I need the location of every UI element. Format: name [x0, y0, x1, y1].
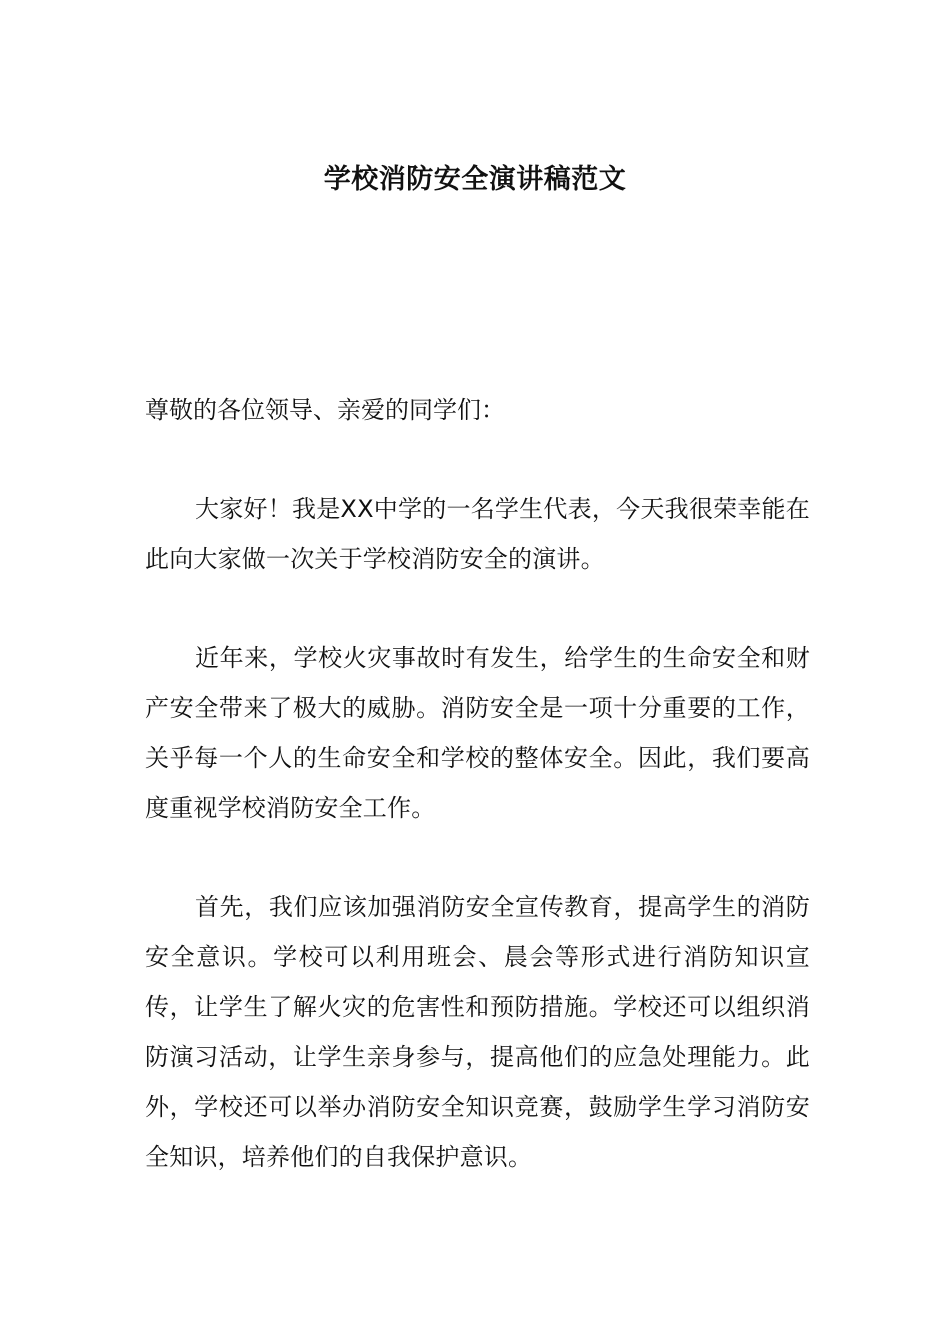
paragraph-background: 近年来，学校火灾事故时有发生，给学生的生命安全和财产安全带来了极大的威胁。消防安全是一项十分重要的工作，关乎每一个人的生命安全和学校的整体安全。因此，我们要高度重视学校消防安全工作。	[145, 644, 810, 822]
document-title: 学校消防安全演讲稿范文	[323, 164, 627, 195]
document-body	[145, 385, 810, 1231]
salutation: 尊敬的各位领导、亲爱的同学们：	[145, 396, 505, 424]
paragraph-intro: 大家好！我是XX中学的一名学生代表，今天我很荣幸能在此向大家做一次关于学校消防安全的演讲。	[145, 495, 810, 573]
paragraph-first-measure: 首先，我们应该加强消防安全宣传教育，提高学生的消防安全意识。学校可以利用班会、晨会等形式进行消防知识宣传，让学生了解火灾的危害性和预防措施。学校还可以组织消防演习活动，让学生亲身参与，提高他们的应急处理能力。此外，学校还可以举办消防安全知识竞赛，鼓励学生学习消防安全知识，培养他们的自我保护意识。	[145, 893, 810, 1171]
